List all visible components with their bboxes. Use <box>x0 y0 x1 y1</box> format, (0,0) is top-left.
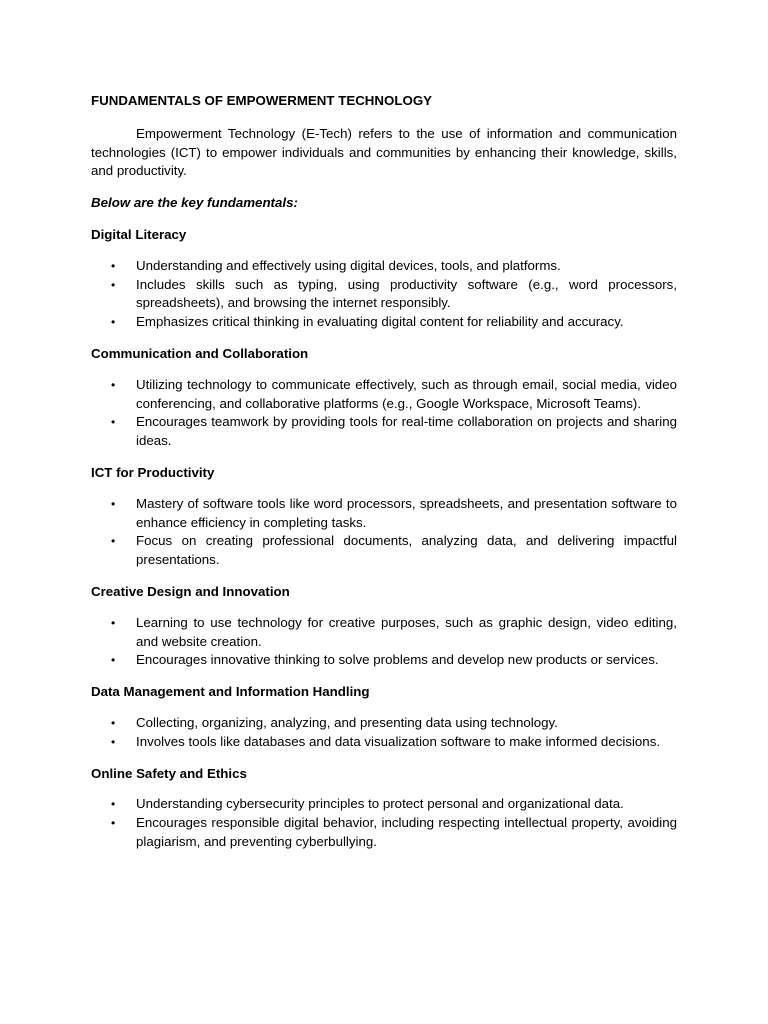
list-item <box>91 413 677 451</box>
list-item-text: Involves tools like databases and data visualization software to make informed decisions. <box>136 733 661 749</box>
list-item <box>91 795 677 814</box>
section-heading: Data Management and Information Handling <box>91 684 370 700</box>
section <box>91 765 677 852</box>
bullet-icon: • <box>111 797 116 812</box>
bullet-icon: • <box>111 653 116 668</box>
list-item <box>91 651 677 670</box>
bullet-icon: • <box>111 377 116 392</box>
list-item <box>91 814 677 852</box>
list-item-text: Includes skills such as typing, using productivity software (e.g., word processors, spreadsheets), and browsing the internet responsibly. <box>136 276 677 311</box>
sections-container <box>91 226 677 852</box>
section-heading: Digital Literacy <box>91 226 187 242</box>
list-item-text: Encourages responsible digital behavior, including respecting intellectual property, avoiding plagiarism, and preventing cyberbullying. <box>136 815 677 849</box>
lead-text: Below are the key fundamentals: <box>91 195 298 211</box>
list-item-text: Utilizing technology to communicate effectively, such as through email, social media, video conferencing, and collaborative platforms (e.g., Google Workspace, Microsoft Teams). <box>136 376 677 411</box>
section-heading: ICT for Productivity <box>91 464 215 480</box>
section <box>91 583 677 670</box>
list-item <box>91 614 677 652</box>
bullet-icon: • <box>111 258 116 273</box>
bullet-list <box>91 495 677 570</box>
bullet-list <box>91 714 677 752</box>
list-item-text: Emphasizes critical thinking in evaluating digital content for reliability and accuracy. <box>136 314 624 330</box>
section-heading: Online Safety and Ethics <box>91 765 247 781</box>
bullet-icon: • <box>111 277 116 292</box>
bullet-list <box>91 795 677 851</box>
list-item <box>91 532 677 570</box>
list-item <box>91 733 677 752</box>
list-item <box>91 495 677 533</box>
bullet-icon: • <box>111 615 116 630</box>
list-item-text: Collecting, organizing, analyzing, and presenting data using technology. <box>136 714 558 730</box>
bullet-icon: • <box>111 534 116 549</box>
list-item <box>91 714 677 733</box>
list-item-text: Encourages innovative thinking to solve problems and develop new products or services. <box>136 652 659 668</box>
list-item <box>91 376 677 414</box>
bullet-icon: • <box>111 715 116 730</box>
list-item <box>91 313 677 332</box>
list-item-text: Mastery of software tools like word processors, spreadsheets, and presentation software to enhance efficiency in completing tasks. <box>136 495 677 530</box>
list-item-text: Learning to use technology for creative purposes, such as graphic design, video editing, and website creation. <box>136 614 677 649</box>
bullet-icon: • <box>111 315 116 330</box>
document-title: FUNDAMENTALS OF EMPOWERMENT TECHNOLOGY <box>91 93 433 108</box>
section <box>91 345 677 451</box>
bullet-icon: • <box>111 496 116 511</box>
list-item-text: Encourages teamwork by providing tools for real-time collaboration on projects and sharing ideas. <box>136 414 677 449</box>
bullet-list <box>91 257 677 332</box>
bullet-list <box>91 614 677 670</box>
bullet-list <box>91 376 677 451</box>
section <box>91 683 677 751</box>
section-heading: Creative Design and Innovation <box>91 583 290 599</box>
list-item-text: Understanding and effectively using digital devices, tools, and platforms. <box>136 257 561 273</box>
intro-paragraph: Empowerment Technology (E-Tech) refers to the use of information and communication technologies (ICT) to empower individuals and communities by enhancing their knowledge, skills, and productivity. <box>91 125 677 179</box>
list-item-text: Focus on creating professional documents, analyzing data, and delivering impactful presentations. <box>136 533 677 568</box>
section <box>91 464 677 570</box>
bullet-icon: • <box>111 816 116 831</box>
section <box>91 226 677 332</box>
bullet-icon: • <box>111 415 116 430</box>
list-item <box>91 257 677 276</box>
bullet-icon: • <box>111 734 116 749</box>
list-item <box>91 276 677 314</box>
list-item-text: Understanding cybersecurity principles to protect personal and organizational data. <box>136 796 624 812</box>
section-heading: Communication and Collaboration <box>91 345 309 361</box>
